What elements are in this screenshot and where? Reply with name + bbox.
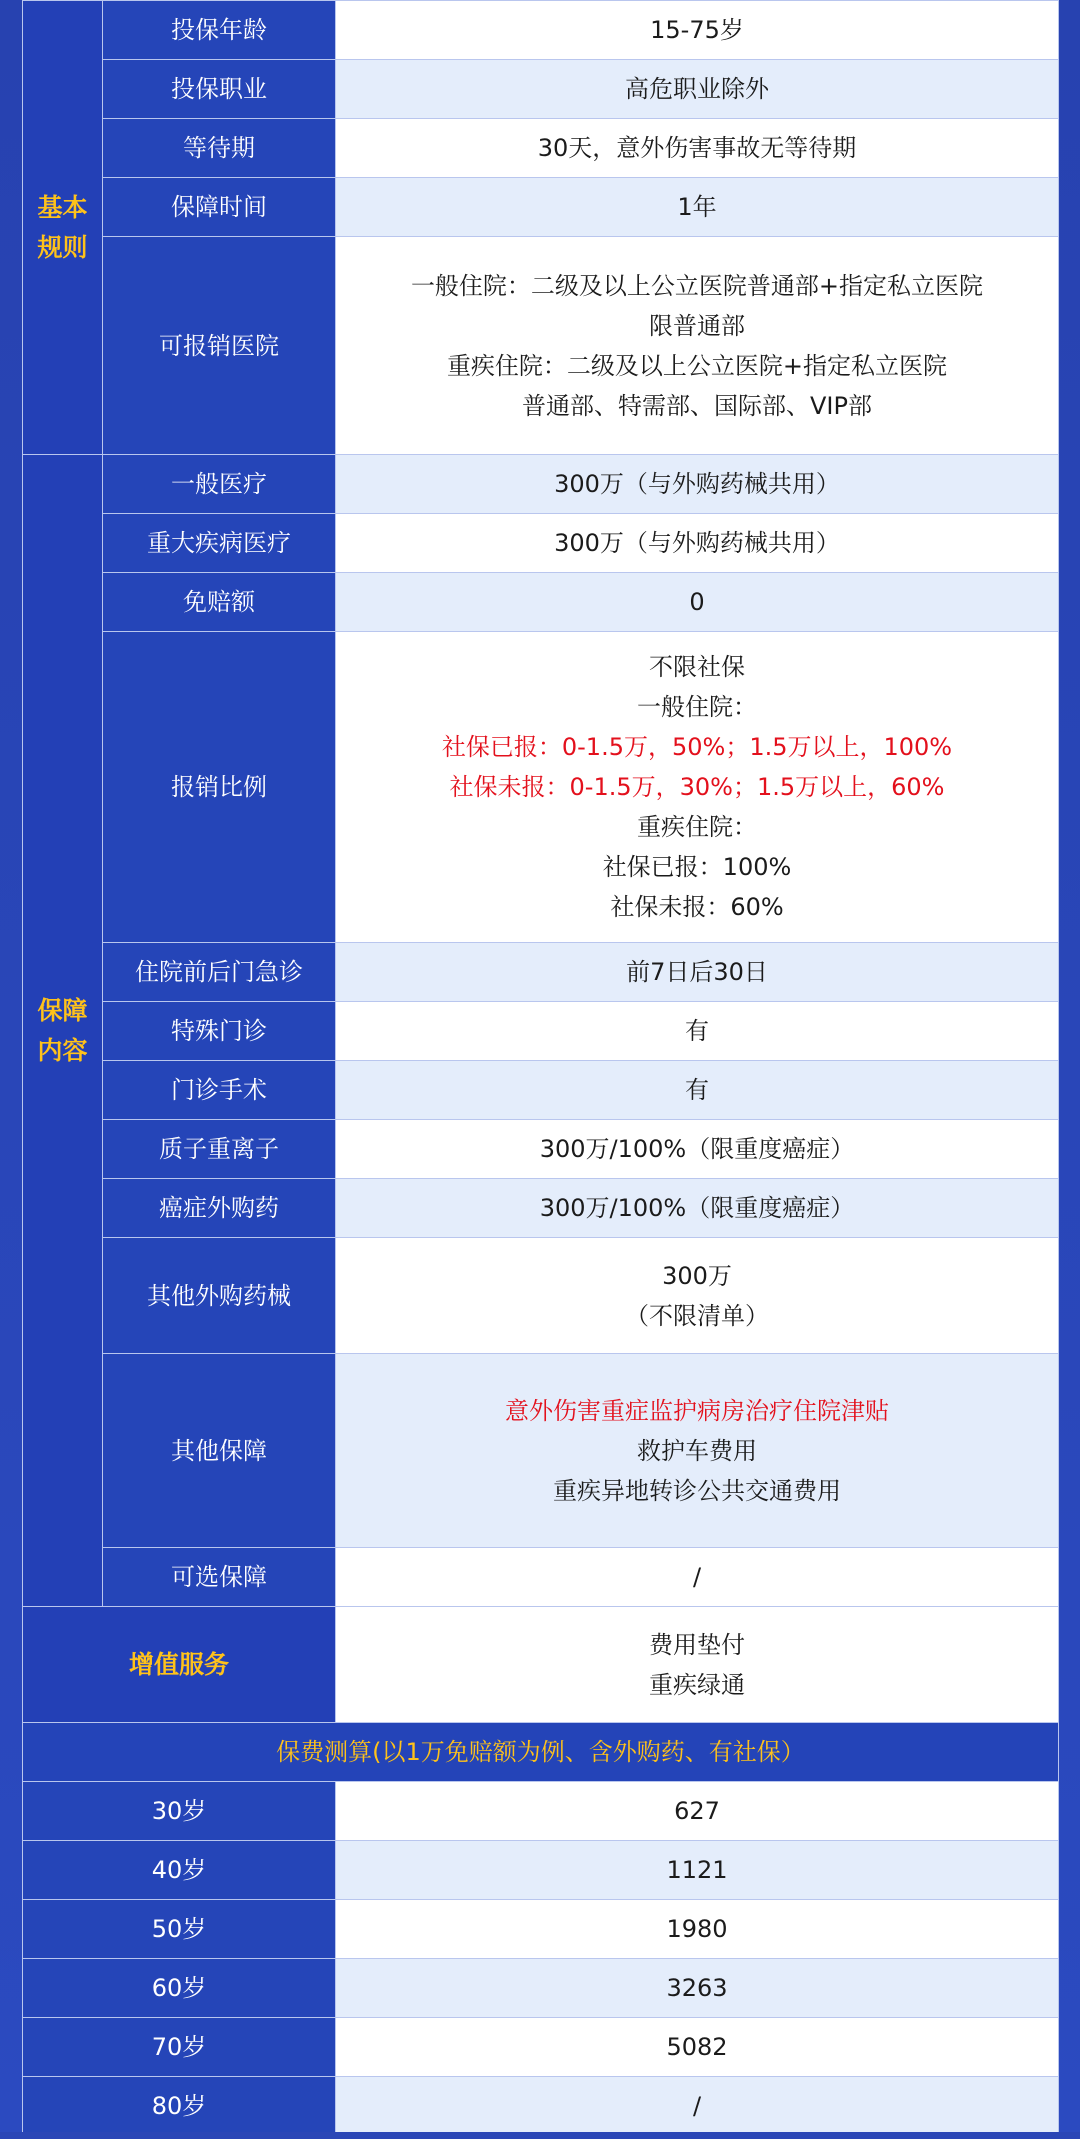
premium-age-30: 30岁 <box>23 1782 336 1841</box>
row-value-age: 15-75岁 <box>336 1 1059 60</box>
premium-age-50: 50岁 <box>23 1900 336 1959</box>
other-benefits-line-2: 救护车费用 <box>637 1436 757 1465</box>
value-added-line-2: 重疾绿通 <box>649 1670 745 1699</box>
row-label-occupation: 投保职业 <box>103 60 336 119</box>
row-value-value-added <box>336 1607 1059 1723</box>
premium-price-70: 5082 <box>336 2018 1059 2077</box>
ratio-line-2: 一般住院： <box>637 693 757 721</box>
bottom-border <box>0 2132 1080 2139</box>
premium-age-60: 60岁 <box>23 1959 336 2018</box>
other-benefits-line-1: 意外伤害重症监护病房治疗住院津贴 <box>505 1396 889 1425</box>
section-basic-text-1: 基本 <box>37 192 88 222</box>
row-value-special-outpatient: 有 <box>336 1002 1059 1061</box>
row-label-general-medical: 一般医疗 <box>103 455 336 514</box>
hospitals-line-2: 限普通部 <box>649 311 745 340</box>
premium-price-40: 1121 <box>336 1841 1059 1900</box>
row-label-waiting-period: 等待期 <box>103 119 336 178</box>
ratio-line-5: 重疾住院： <box>637 813 757 841</box>
ratio-line-6: 社保已报：100% <box>602 853 792 881</box>
row-label-age: 投保年龄 <box>103 1 336 60</box>
row-value-occupation: 高危职业除外 <box>336 60 1059 119</box>
premium-age-40: 40岁 <box>23 1841 336 1900</box>
row-value-outpatient-surgery: 有 <box>336 1061 1059 1120</box>
section-coverage-text-1: 保障 <box>37 995 88 1025</box>
premium-price-60: 3263 <box>336 1959 1059 2018</box>
row-label-proton: 质子重离子 <box>103 1120 336 1179</box>
row-label-reimbursement-ratio: 报销比例 <box>103 632 336 943</box>
value-added-line-1: 费用垫付 <box>649 1630 745 1659</box>
ratio-line-7: 社保未报：60% <box>610 893 784 921</box>
row-value-other-drugs <box>336 1238 1059 1354</box>
row-label-special-outpatient: 特殊门诊 <box>103 1002 336 1061</box>
section-value-added: 增值服务 <box>23 1607 336 1723</box>
premium-price-50: 1980 <box>336 1900 1059 1959</box>
insurance-table <box>22 0 1059 2136</box>
premium-age-80: 80岁 <box>23 2077 336 2136</box>
ratio-line-3: 社保已报：0-1.5万，50%；1.5万以上，100% <box>441 733 953 761</box>
row-label-critical-medical: 重大疾病医疗 <box>103 514 336 573</box>
ratio-line-1: 不限社保 <box>649 653 745 681</box>
ratio-line-4: 社保未报：0-1.5万，30%；1.5万以上，60% <box>449 773 945 801</box>
row-value-coverage-period: 1年 <box>336 178 1059 237</box>
row-value-proton: 300万/100%（限重度癌症） <box>336 1120 1059 1179</box>
row-value-optional: / <box>336 1548 1059 1607</box>
row-value-other-benefits <box>336 1354 1059 1548</box>
hospitals-line-3: 重疾住院：二级及以上公立医院+指定私立医院 <box>446 351 948 380</box>
other-drugs-line-1: 300万 <box>662 1261 732 1290</box>
hospitals-line-1: 一般住院：二级及以上公立医院普通部+指定私立医院 <box>410 271 984 300</box>
row-label-cancer-drugs: 癌症外购药 <box>103 1179 336 1238</box>
row-value-waiting-period: 30天，意外伤害事故无等待期 <box>336 119 1059 178</box>
section-basic-rules <box>23 1 103 455</box>
row-label-outpatient-surgery: 门诊手术 <box>103 1061 336 1120</box>
section-coverage <box>23 455 103 1607</box>
row-value-hospitals <box>336 237 1059 455</box>
section-coverage-text-2: 内容 <box>37 1035 88 1065</box>
row-label-hospitals: 可报销医院 <box>103 237 336 455</box>
row-value-deductible: 0 <box>336 573 1059 632</box>
premium-title: 保费测算(以1万免赔额为例、含外购药、有社保） <box>23 1723 1059 1782</box>
row-value-general-medical: 300万（与外购药械共用） <box>336 455 1059 514</box>
other-benefits-line-3: 重疾异地转诊公共交通费用 <box>553 1476 841 1505</box>
row-label-optional: 可选保障 <box>103 1548 336 1607</box>
other-drugs-line-2: （不限清单） <box>625 1301 769 1330</box>
premium-age-70: 70岁 <box>23 2018 336 2077</box>
row-label-outpatient: 住院前后门急诊 <box>103 943 336 1002</box>
row-value-cancer-drugs: 300万/100%（限重度癌症） <box>336 1179 1059 1238</box>
row-value-outpatient: 前7日后30日 <box>336 943 1059 1002</box>
section-basic-text-2: 规则 <box>37 232 88 262</box>
row-label-other-drugs: 其他外购药械 <box>103 1238 336 1354</box>
row-label-deductible: 免赔额 <box>103 573 336 632</box>
row-value-critical-medical: 300万（与外购药械共用） <box>336 514 1059 573</box>
premium-price-80: / <box>336 2077 1059 2136</box>
row-label-other-benefits: 其他保障 <box>103 1354 336 1548</box>
premium-price-30: 627 <box>336 1782 1059 1841</box>
row-label-coverage-period: 保障时间 <box>103 178 336 237</box>
hospitals-line-4: 普通部、特需部、国际部、VIP部 <box>522 391 872 420</box>
row-value-reimbursement-ratio <box>336 632 1059 943</box>
